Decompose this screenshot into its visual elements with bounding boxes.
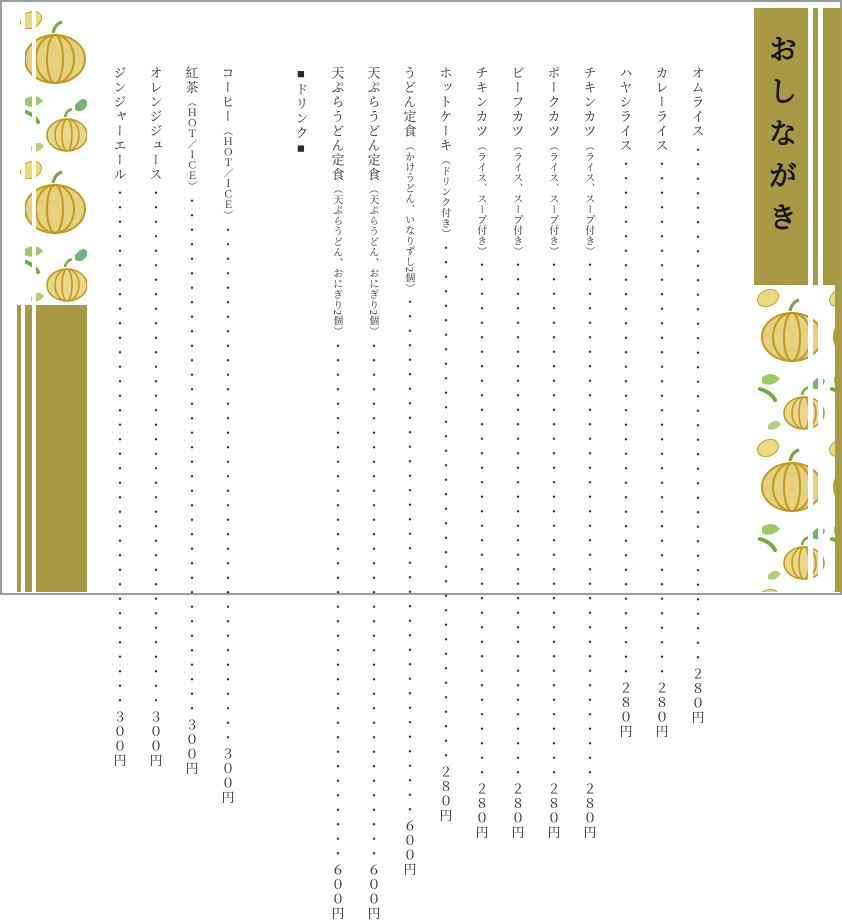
pumpkin-pattern-left xyxy=(17,7,87,305)
item-note: （ライス、スープ付き） xyxy=(546,140,558,256)
dot-leader: ・・・・・・・・・・・・・・・・・・・・・・・・・・・・・・・・・・・・ xyxy=(219,222,235,745)
item-price: ２８０円 xyxy=(509,782,525,840)
menu-item-chicken-cutlet-1 xyxy=(580,66,597,840)
dot-leader: ・・・・・・・・・・・・・・・・・・・・・・・・・・・・・・・・・・・・ xyxy=(147,186,163,708)
item-price: ３００円 xyxy=(183,717,199,776)
dot-leader: ・・・・・・・・・・・・・・・・・・・・・・・・・・・・・・・・・・・・ xyxy=(689,142,705,665)
item-price: ２８０円 xyxy=(653,681,669,739)
item-note: （かけうどん、いなりずし2個） xyxy=(402,140,414,293)
dot-leader: ・・・・・・・・・・・・・・・・・・・・・・・・・・・・・・・・・・・・ xyxy=(437,241,453,763)
item-name: 天ぷらうどん定食 xyxy=(329,66,345,182)
item-name: ポークカツ xyxy=(545,66,561,139)
item-note: （ライス、スープ付き） xyxy=(474,140,486,256)
menu-item-tempura-udon-set-2 xyxy=(328,66,345,921)
menu-list xyxy=(97,66,705,921)
dot-leader: ・・・・・・・・・・・・・・・・・・・・・・・・・・・・・・・・・・・・ xyxy=(617,157,633,679)
item-name: ホットケーキ xyxy=(437,66,453,153)
title-column xyxy=(754,8,808,285)
left-white-stripe-1 xyxy=(21,7,25,592)
menu-item-udon-set xyxy=(400,66,417,877)
menu-item-tea xyxy=(182,66,199,776)
menu-item-coffee xyxy=(218,66,235,805)
item-note: （ライス、スープ付き） xyxy=(510,140,522,256)
right-white-stripe-1 xyxy=(808,8,813,592)
item-name: オレンジジュース xyxy=(147,66,163,182)
right-white-stripe-2 xyxy=(818,8,823,592)
item-name: 天ぷらうどん定食 xyxy=(365,66,381,182)
menu-item-hayashi-rice xyxy=(616,66,633,739)
item-price: ３００円 xyxy=(147,710,163,768)
dot-leader: ・・・・・・・・・・・・・・・・・・・・・・・・・・・・・・・・・・・・ xyxy=(183,193,199,716)
item-price: ２８０円 xyxy=(473,782,489,840)
menu-item-pork-cutlet xyxy=(544,66,561,840)
menu-item-chicken-cutlet-2 xyxy=(472,66,489,840)
pumpkin-pattern-right xyxy=(754,285,841,592)
left-pumpkin-art xyxy=(17,7,87,305)
item-name: チキンカツ xyxy=(473,66,489,139)
drinks-section-header xyxy=(292,66,308,524)
dot-leader: ・・・・・・・・・・・・・・・・・・・・・・・・・・・・・・・・・・・・ xyxy=(365,338,381,861)
item-note: （ライス、スープ付き） xyxy=(582,140,594,256)
item-name: ハヤシライス xyxy=(617,66,633,153)
item-note: （天ぷらうどん、おにぎり2個） xyxy=(330,184,342,337)
left-white-stripe-2 xyxy=(32,7,36,592)
menu-item-orange-juice xyxy=(146,66,163,768)
section-header-label: ■ドリンク■ xyxy=(293,66,309,157)
menu-item-beef-cutlet xyxy=(508,66,525,840)
dot-leader: ・・・・・・・・・・・・・・・・・・・・・・・・・・・・・・・・・・・・ xyxy=(473,258,489,780)
item-price: ２８０円 xyxy=(581,782,597,840)
dot-leader: ・・・・・・・・・・・・・・・・・・・・・・・・・・・・・・・・・・・・ xyxy=(545,258,561,780)
item-price: ３００円 xyxy=(111,710,127,768)
item-note: （ドリンク付き） xyxy=(438,155,450,239)
right-decor-band xyxy=(754,8,841,592)
dot-leader: ・・・・・・・・・・・・・・・・・・・・・・・・・・・・・・・・・・・・ xyxy=(401,295,417,817)
item-name: うどん定食 xyxy=(401,66,417,139)
item-price: ２８０円 xyxy=(437,765,453,823)
menu-item-hotcake xyxy=(436,66,453,823)
item-name: 紅茶 xyxy=(183,66,199,95)
item-name: コーヒー xyxy=(219,66,235,124)
item-price: ６００円 xyxy=(401,819,417,877)
right-pumpkin-art xyxy=(754,285,841,592)
item-name: オムライス xyxy=(689,66,705,139)
item-price: ２８０円 xyxy=(545,782,561,840)
item-name: ビーフカツ xyxy=(509,66,525,139)
right-gold-edge xyxy=(835,8,841,592)
item-note: （ＨＯＴ／ＩＣＥ） xyxy=(184,97,196,192)
item-name: ジンジャーエール xyxy=(111,66,127,182)
menu-item-tempura-udon-set-1 xyxy=(364,66,381,921)
item-price: ６００円 xyxy=(365,862,381,921)
left-gold-band xyxy=(17,305,87,592)
item-price: ２８０円 xyxy=(617,681,633,739)
page-title: おしながき xyxy=(764,34,797,244)
dot-leader: ・・・・・・・・・・・・・・・・・・・・・・・・・・・・・・・・・・・・ xyxy=(581,258,597,780)
menu-item-omelet-rice xyxy=(688,66,705,725)
menu-item-ginger-ale xyxy=(110,66,127,768)
item-price: ３００円 xyxy=(219,746,235,805)
left-decor-band xyxy=(17,7,87,592)
item-note: （ＨＯＴ／ＩＣＥ） xyxy=(220,126,232,221)
dot-leader: ・・・・・・・・・・・・・・・・・・・・・・・・・・・・・・・・・・・・ xyxy=(509,258,525,780)
dot-leader: ・・・・・・・・・・・・・・・・・・・・・・・・・・・・・・・・・・・・ xyxy=(653,157,669,679)
item-note: （天ぷらうどん、おにぎり2個） xyxy=(366,184,378,337)
menu-item-curry-rice xyxy=(652,66,669,739)
item-name: カレーライス xyxy=(653,66,669,153)
item-price: ６００円 xyxy=(329,862,345,921)
item-name: チキンカツ xyxy=(581,66,597,139)
dot-leader: ・・・・・・・・・・・・・・・・・・・・・・・・・・・・・・・・・・・・ xyxy=(111,186,127,708)
item-price: ２８０円 xyxy=(689,666,705,725)
dot-leader: ・・・・・・・・・・・・・・・・・・・・・・・・・・・・・・・・・・・・ xyxy=(329,338,345,861)
